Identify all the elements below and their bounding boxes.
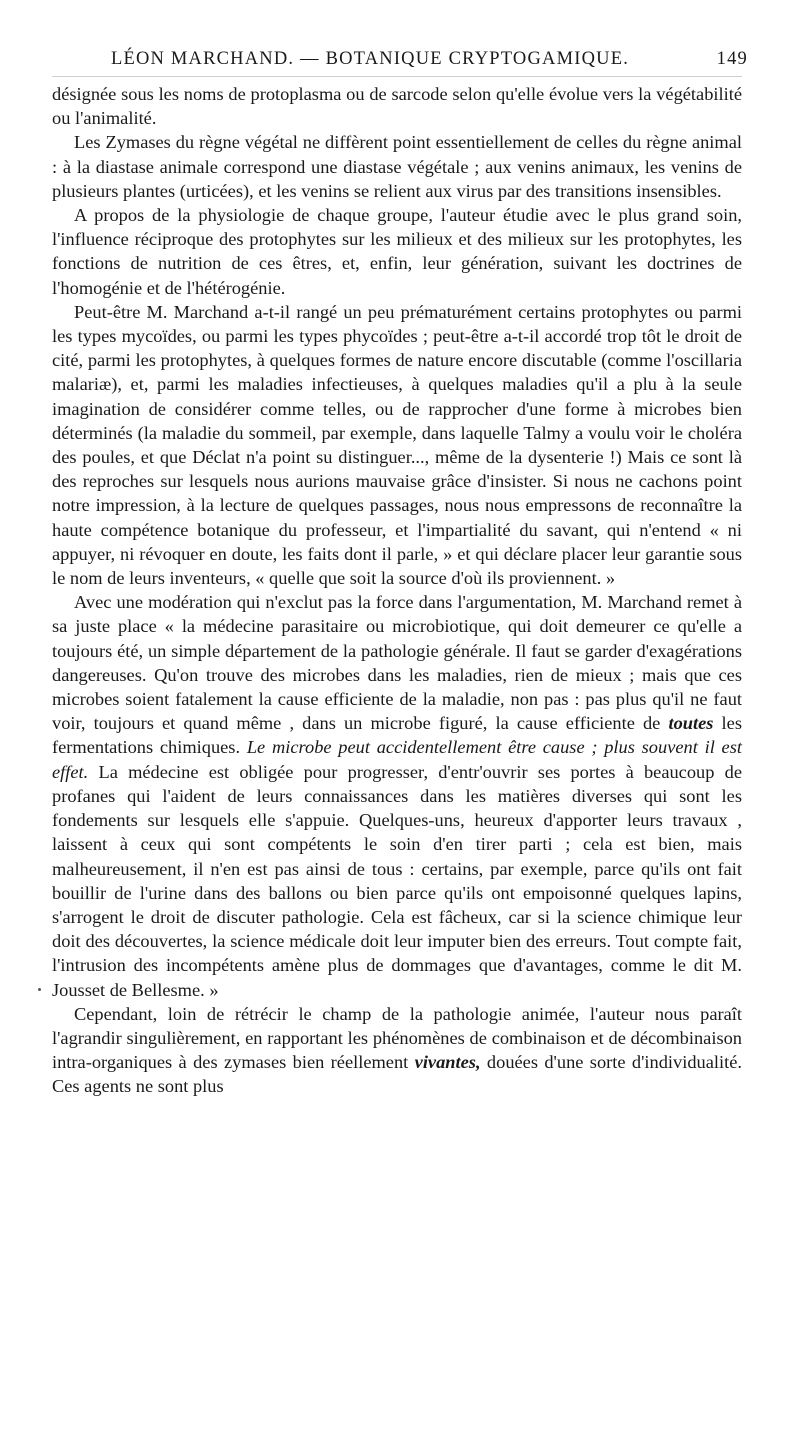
paragraph-6: [52, 1002, 742, 1099]
paragraph-2: Les Zymases du règne végétal ne diffèrent point essentiellement de celles du règne animal : à la diastase animale correspond une diastase végétale ; aux venins animaux, les venins de plusieurs plantes (urticées), et les venins se relient aux virus par des transitions insensibles.: [52, 132, 742, 201]
paragraph-5-part-c: La médecine est obligée pour progresser, d'entr'ouvrir ses portes à beaucoup de profanes qui l'aident de leurs connaissances dans les matières diverses qui sont les fondements sur lesquels elle s'appuie. Quelques-uns, heureux d'apporter leurs travaux , laissent à ceux qui sont compétents le soin d'en tirer parti ; cela est bien, mais malheureusement, il n'en est pas ainsi de tous : certains, par exemple, parce qu'ils ont fait bouillir de l'urine dans des ballons ou bien parce qu'ils ont empoisonné quelques lapins, s'arrogent le droit de discuter pathologie. Cela est fâcheux, car si la science chimique leur doit des découvertes, la science médicale doit leur imputer bien des erreurs. Tout compte fait, l'intrusion des incompétents amène plus de dommages que d'avantages, comme le dit M. Jousset de Bellesme. »: [52, 761, 742, 1000]
paragraph-5: [52, 590, 742, 1001]
paragraph-5-part-b: les fermentations chimiques.: [52, 713, 742, 758]
running-head: [52, 44, 748, 74]
paragraph-3: A propos de la physiologie de chaque groupe, l'auteur étudie avec le plus grand soin, l'influence réciproque des protophytes sur les milieux et des milieux sur les protophytes, les fonctions de nutrition de ces êtres, et, enfin, leur génération, suivant les doctrines de l'homogénie et de l'hétérogénie.: [52, 205, 742, 298]
paragraph-4: Peut-être M. Marchand a-t-il rangé un peu prématurément certains protophytes ou parmi les types mycoïdes, ou parmi les types phycoïdes ; peut-être a-t-il accordé trop tôt le droit de cité, parmi les protophytes, à quelques formes de nature encore discutable (comme l'oscillaria malariæ), et, parmi les maladies infectieuses, à quelques maladies qu'il a plu à la seule imagination de considérer comme telles, ou de rapprocher d'une forme à microbes bien déterminés (la maladie du sommeil, par exemple, dans laquelle Talmy a voulu voir le choléra des poules, et que Déclat n'a point su distinguer..., même de la dysenterie !) Mais ce sont là des reproches sur lesquels nous aurions mauvaise grâce d'insister. Si nous ne cachons point notre impression, à la lecture de quelques passages, nous nous empressons de reconnaître la haute compétence botanique du professeur, et l'impartialité du savant, qui n'entend « ni appuyer, ni révoquer en doute, les faits dont il parle, » et qui déclare placer leur garantie sous le nom de leurs inventeurs, « quelle que soit la source d'où ils proviennent. »: [52, 301, 742, 589]
emphasis-vivantes: vivantes,: [414, 1052, 481, 1073]
paragraph-6-part-a: Cependant, loin de rétrécir le champ de la pathologie animée, l'auteur nous paraît l'agrandir singulièrement, en rapportant les phénomènes de combinaison et de décombinaison intra-organiques à des zymases bien réellement: [52, 1003, 742, 1073]
paragraph-6-part-b: douées d'une sorte d'individualité. Ces agents ne sont plus: [52, 1052, 742, 1097]
page-number: 149: [716, 49, 748, 69]
emphasis-toutes: toutes: [668, 713, 714, 734]
paragraph-5-part-a: Avec une modération qui n'exclut pas la force dans l'argumentation, M. Marchand remet à sa juste place « la médecine parasitaire ou microbiotique, qui doit demeurer ce qu'elle a toujours été, un simple département de la pathologie générale. Il faut se garder d'exagérations dangereuses. Qu'on trouve des microbes dans les maladies, rien de mieux ; mais que ces microbes soient fatalement la cause efficiente de la maladie, non pas : pas plus qu'il ne faut voir, toujours et quand même , dans un microbe figuré, la cause efficiente de: [52, 592, 742, 734]
header-rule: [52, 76, 742, 77]
body-text: [52, 82, 742, 1099]
margin-mark: [38, 988, 41, 991]
paragraph-1: désignée sous les noms de protoplasma ou de sarcode selon qu'elle évolue vers la végétabilité ou l'animalité.: [52, 84, 742, 129]
running-title: LÉON MARCHAND. — BOTANIQUE CRYPTOGAMIQUE.: [110, 49, 630, 69]
italic-quote-microbe: Le microbe peut accidentellement être cause ; plus souvent il est effet.: [52, 737, 742, 782]
